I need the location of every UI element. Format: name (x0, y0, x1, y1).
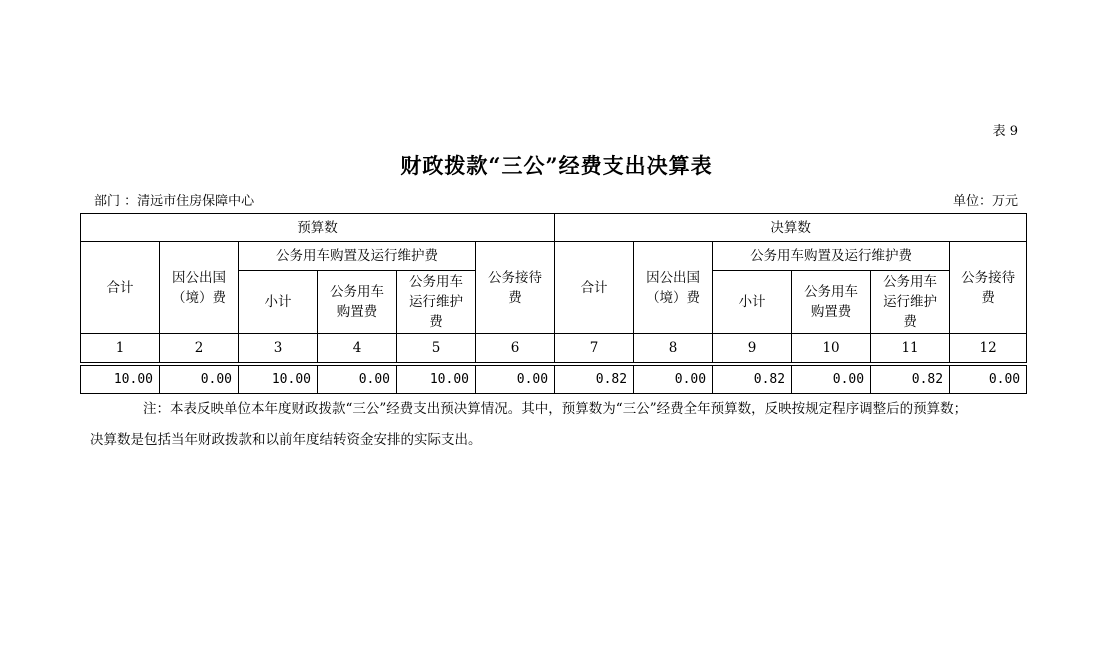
final-vehicle-run-header: 公务用车运行维护费 (871, 271, 950, 334)
final-subtotal-header: 小计 (713, 271, 792, 334)
index-cell: 4 (318, 334, 397, 363)
index-cell: 12 (950, 334, 1027, 363)
value-cell: 10.00 (397, 366, 476, 394)
index-cell: 10 (792, 334, 871, 363)
index-cell: 5 (397, 334, 476, 363)
note-line-2: 决算数是包括当年财政拨款和以前年度结转资金安排的实际支出。 (90, 432, 482, 448)
final-abroad-header: 因公出国（境）费 (634, 242, 713, 334)
final-reception-header: 公务接待费 (950, 242, 1027, 334)
final-vehicle-header: 公务用车购置及运行维护费 (713, 242, 950, 271)
header-row-2 (81, 242, 1027, 271)
index-cell: 9 (713, 334, 792, 363)
budget-vehicle-buy-header: 公务用车购置费 (318, 271, 397, 334)
budget-vehicle-run-header: 公务用车运行维护费 (397, 271, 476, 334)
note-line-1: 注：本表反映单位本年度财政拨款“三公”经费支出预决算情况。其中，预算数为“三公”经费全年预算数，反映按规定程序调整后的预算数； (143, 401, 968, 417)
budget-subtotal-header: 小计 (239, 271, 318, 334)
budget-header: 预算数 (81, 214, 555, 242)
value-cell: 0.00 (792, 366, 871, 394)
index-cell: 3 (239, 334, 318, 363)
index-cell: 11 (871, 334, 950, 363)
page-title: 财政拨款“三公”经费支出决算表 (400, 153, 713, 178)
value-cell: 0.82 (713, 366, 792, 394)
value-cell: 10.00 (239, 366, 318, 394)
value-cell: 0.82 (871, 366, 950, 394)
final-header: 决算数 (555, 214, 1027, 242)
final-total-header: 合计 (555, 242, 634, 334)
index-cell: 8 (634, 334, 713, 363)
value-cell: 0.82 (555, 366, 634, 394)
final-vehicle-buy-header: 公务用车购置费 (792, 271, 871, 334)
value-cell: 0.00 (160, 366, 239, 394)
index-row (81, 334, 1027, 363)
value-cell: 0.00 (318, 366, 397, 394)
value-cell: 0.00 (950, 366, 1027, 394)
department-label: 部门 ：清远市住房保障中心 (94, 194, 255, 209)
value-cell: 0.00 (634, 366, 713, 394)
budget-reception-header: 公务接待费 (476, 242, 555, 334)
budget-abroad-header: 因公出国（境）费 (160, 242, 239, 334)
header-row-1 (81, 214, 1027, 242)
budget-vehicle-header: 公务用车购置及运行维护费 (239, 242, 476, 271)
index-cell: 6 (476, 334, 555, 363)
budget-total-header: 合计 (81, 242, 160, 334)
value-cell: 10.00 (81, 366, 160, 394)
index-cell: 7 (555, 334, 634, 363)
three-public-expenses-table (80, 213, 1027, 394)
table-number: 表 9 (992, 124, 1018, 139)
value-cell: 0.00 (476, 366, 555, 394)
unit-label: 单位：万元 (952, 194, 1018, 209)
index-cell: 2 (160, 334, 239, 363)
value-row (81, 366, 1027, 394)
index-cell: 1 (81, 334, 160, 363)
